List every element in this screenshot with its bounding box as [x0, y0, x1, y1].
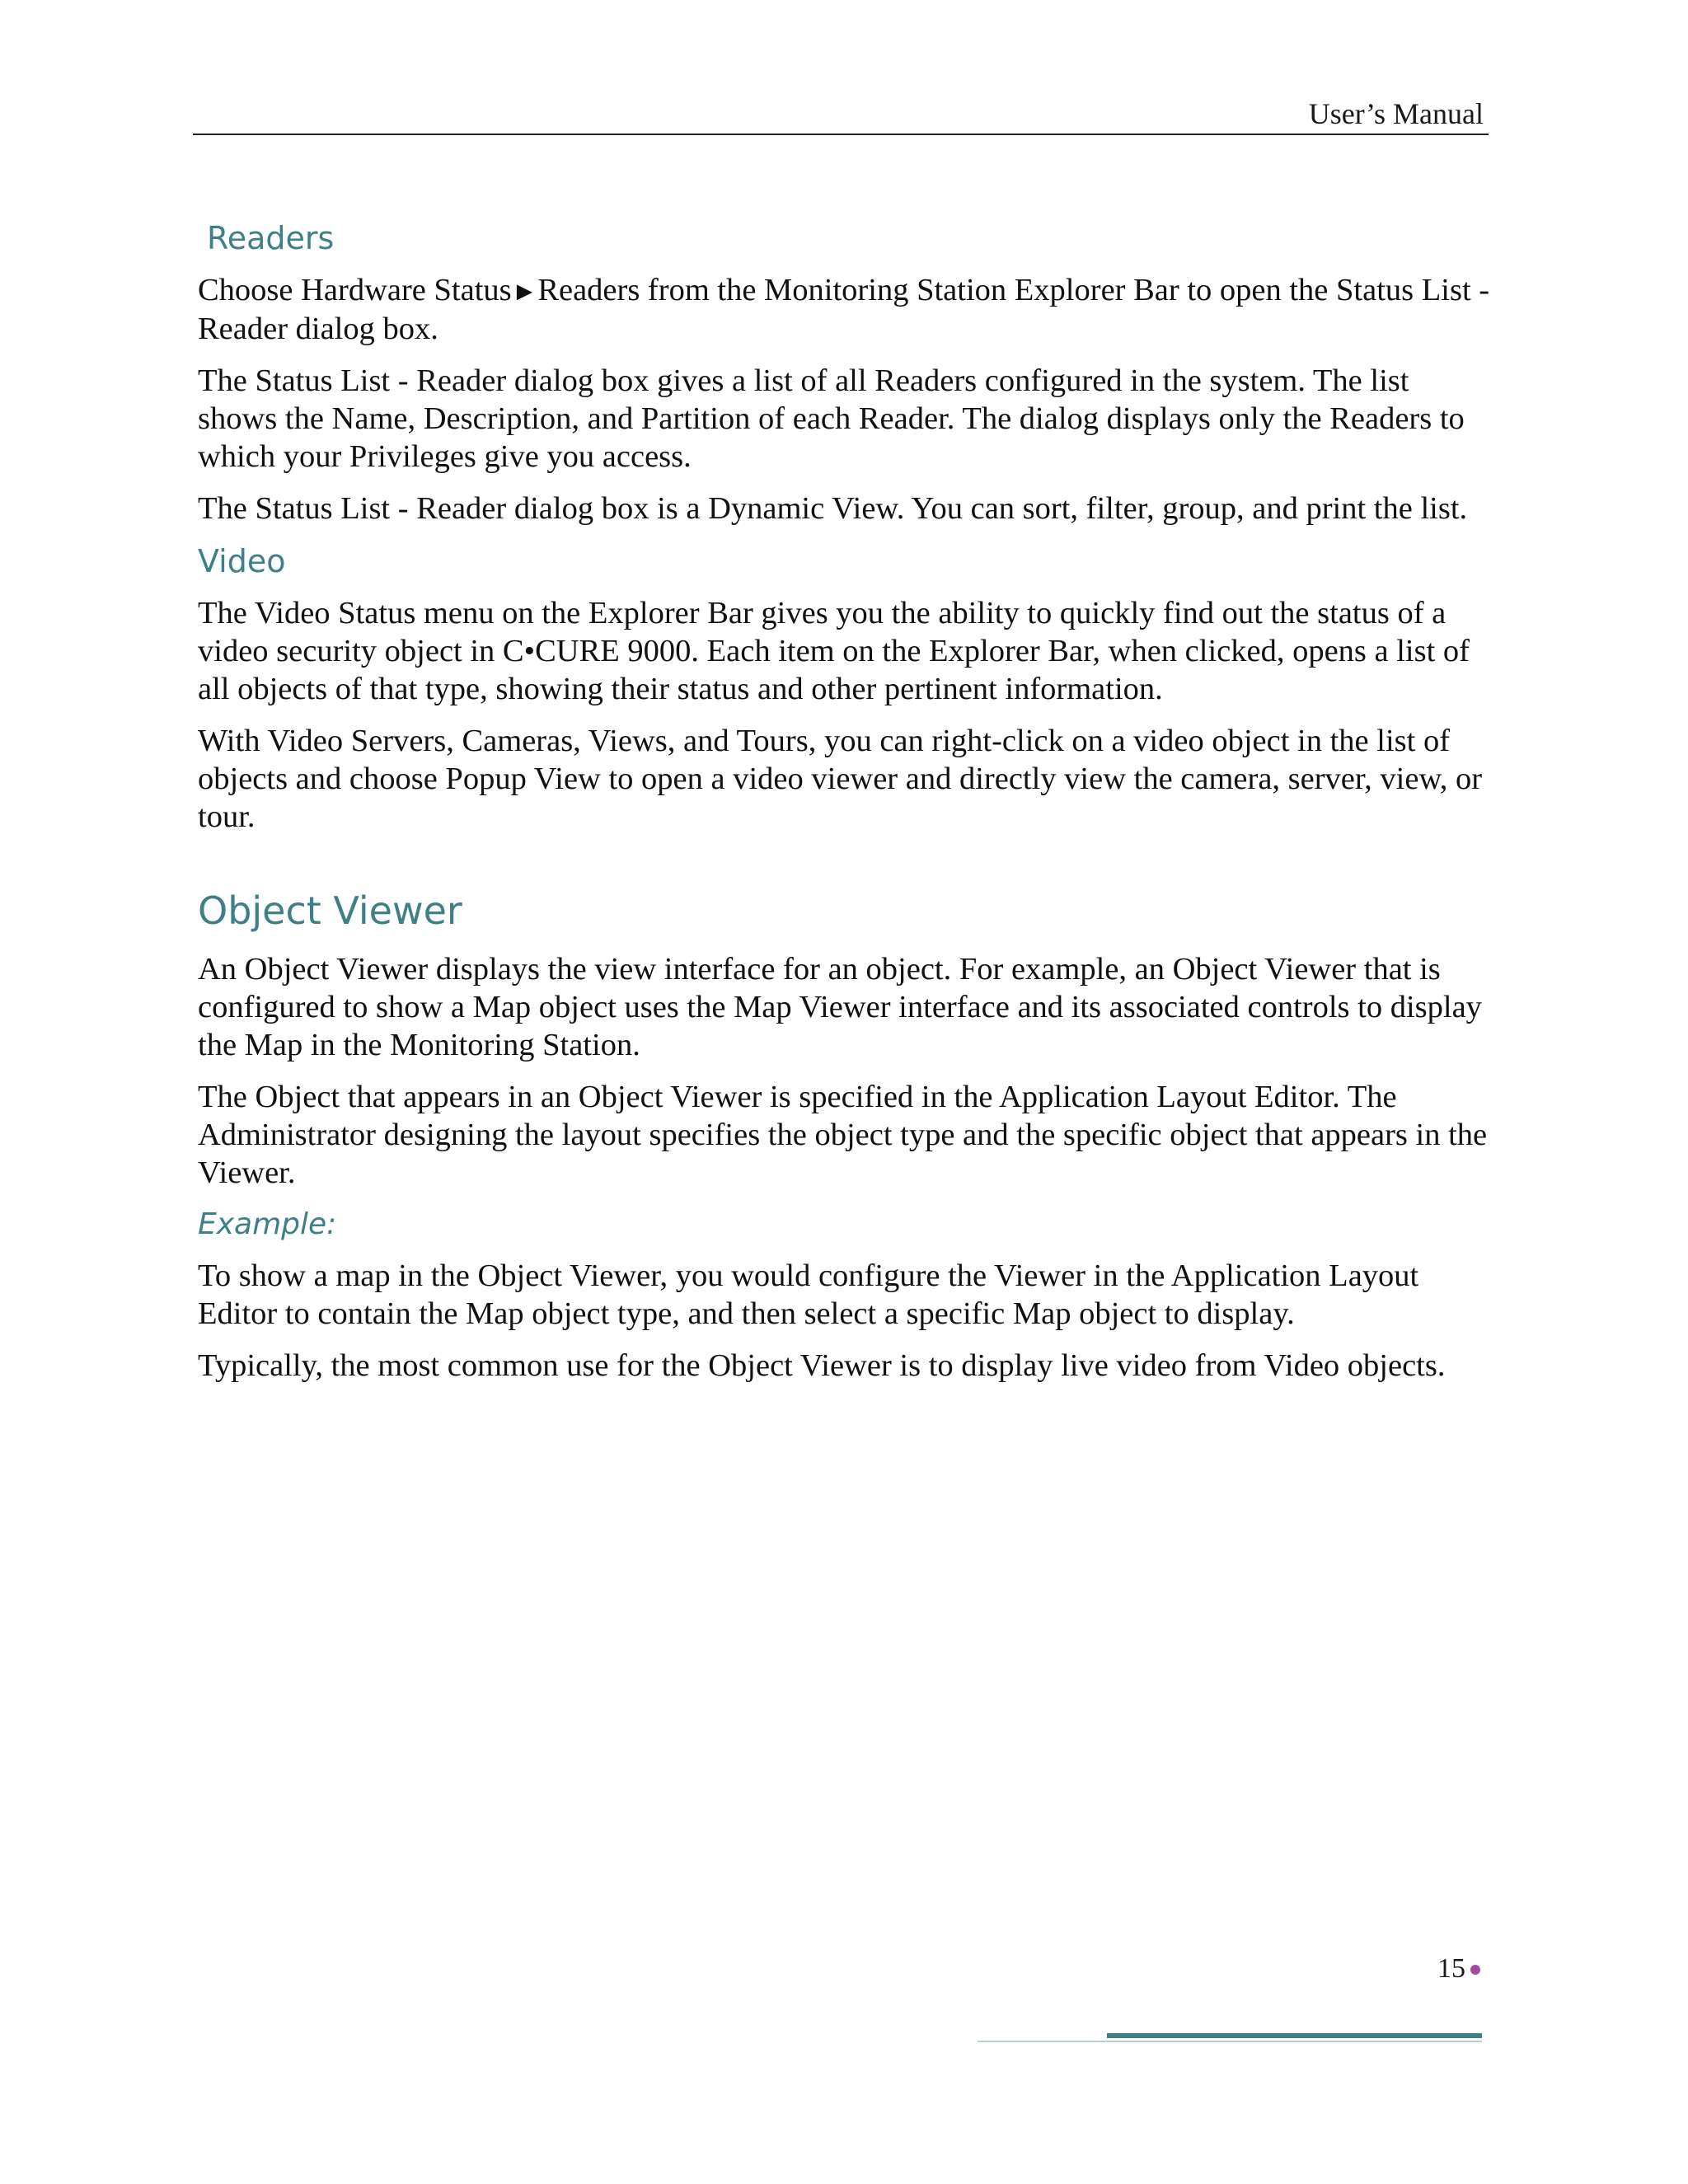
running-header [193, 92, 1489, 135]
bullet-dot-icon [1470, 1965, 1480, 1975]
footer-rule-thick [1107, 2033, 1482, 2038]
readers-p1-text-b: Readers from the Monitoring Station Explorer Bar to open the Status List - Reader dialog box. [198, 273, 1490, 346]
readers-paragraph-1 [198, 271, 1492, 348]
section-heading-video: Video [198, 543, 286, 579]
page-content [198, 218, 1492, 1399]
right-arrow-icon: ► [511, 276, 538, 306]
readers-paragraph-2: The Status List - Reader dialog box gives a list of all Readers configured in the system. The list shows the Name, Description, and Partition of each Reader. The dialog displays only the Readers to which your Privileges give you access. [198, 363, 1465, 474]
video-paragraph-1: The Video Status menu on the Explorer Bar gives you the ability to quickly find out the status of a video security object in C•CURE 9000. Each item on the Explorer Bar, when clicked, opens a list of all objects of that type, showing their status and other pertinent information. [198, 596, 1470, 706]
running-header-title: User’s Manual [1308, 97, 1484, 130]
page-number: 15 [1437, 1953, 1465, 1984]
section-heading-readers: Readers [207, 220, 335, 256]
page-footer [1401, 1950, 1492, 1990]
object-viewer-paragraph-1: An Object Viewer displays the view interface for an object. For example, an Object Viewer that is configured to show a Map object uses the Map Viewer interface and its associated controls to display the Map in the Monitoring Station. [198, 952, 1482, 1062]
video-paragraph-2: With Video Servers, Cameras, Views, and Tours, you can right-click on a video object in the list of objects and choose Popup View to open a video viewer and directly view the camera, server, view, or tour. [198, 724, 1483, 834]
footer-rule-thin [978, 2041, 1482, 2042]
object-viewer-paragraph-2: The Object that appears in an Object Viewer is specified in the Application Layout Editor. The Administrator designing the layout specifies the object type and the specific object that appears in the Viewer. [198, 1080, 1488, 1190]
object-viewer-paragraph-3: To show a map in the Object Viewer, you would configure the Viewer in the Application Layout Editor to contain the Map object type, and then select a specific Map object to display. [198, 1258, 1419, 1331]
readers-p1-text-a: Choose Hardware Status [198, 273, 512, 307]
example-heading: Example: [198, 1207, 337, 1241]
readers-paragraph-3: The Status List - Reader dialog box is a Dynamic View. You can sort, filter, group, and print the list. [198, 491, 1468, 526]
section-heading-object-viewer: Object Viewer [198, 888, 462, 933]
object-viewer-paragraph-4: Typically, the most common use for the Object Viewer is to display live video from Video objects. [198, 1348, 1446, 1383]
